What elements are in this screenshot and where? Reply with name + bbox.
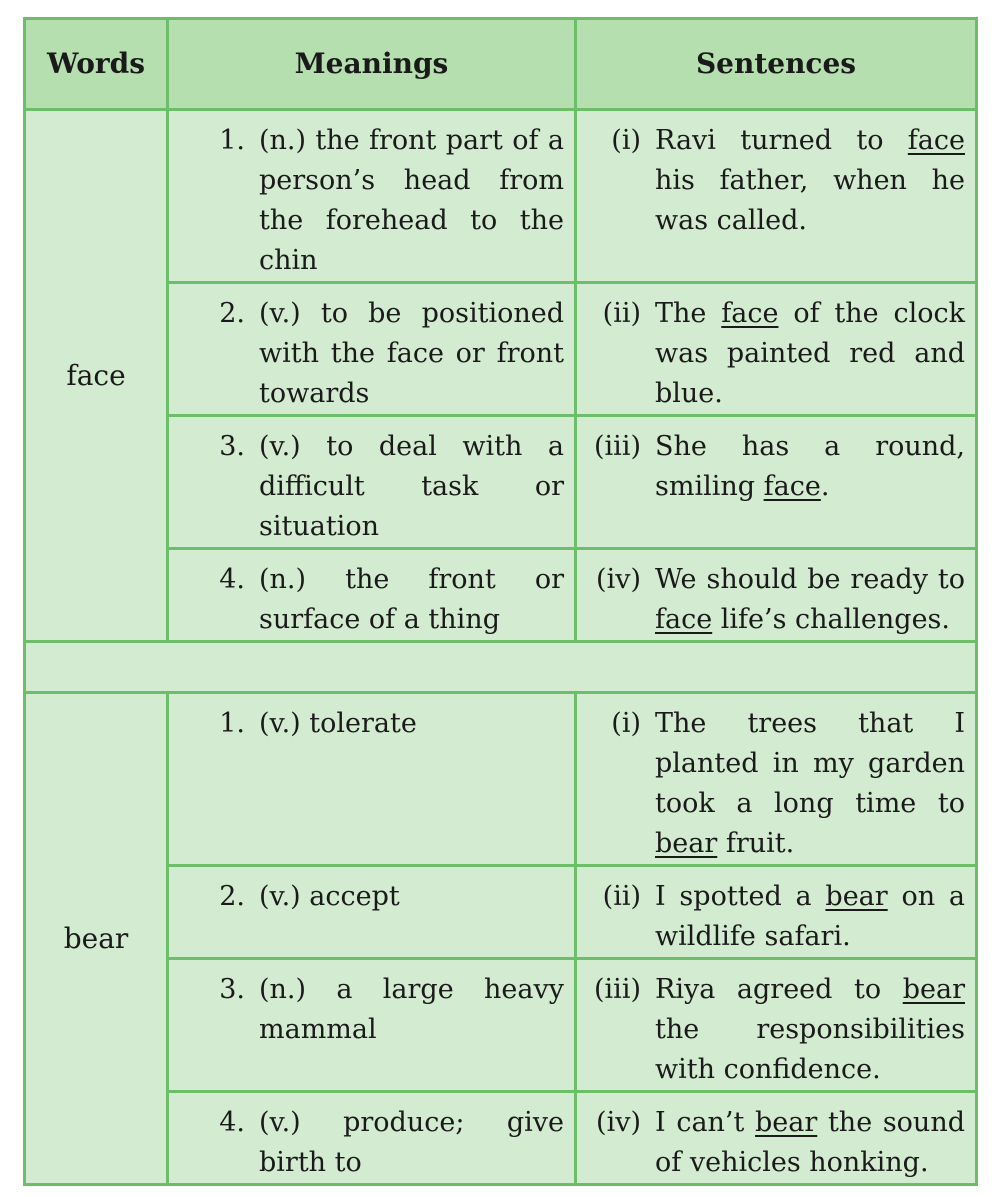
sentence-post: on a wildlife safari. bbox=[655, 881, 965, 952]
table-row bbox=[25, 959, 977, 1092]
header-row bbox=[25, 19, 977, 110]
meaning-cell bbox=[168, 959, 576, 1092]
sentence-keyword: bear bbox=[825, 881, 888, 912]
header-sentences: Sentences bbox=[576, 19, 977, 110]
sentence-number: (iv) bbox=[596, 1107, 641, 1138]
meaning-number: 3. bbox=[219, 974, 245, 1005]
meaning-text: (v.) to be positioned with the face or front towards bbox=[259, 298, 564, 409]
sentence-keyword: bear bbox=[755, 1107, 818, 1138]
table-row bbox=[25, 866, 977, 959]
sentence-keyword: face bbox=[655, 604, 713, 635]
sentence-text bbox=[655, 1103, 965, 1183]
meaning-text: (v.) tolerate bbox=[259, 708, 417, 739]
sentence-cell bbox=[576, 866, 977, 959]
sentence-text bbox=[655, 970, 965, 1090]
sentence-post: the responsibilities with confidence. bbox=[655, 1014, 965, 1085]
table-row bbox=[25, 283, 977, 416]
meaning-text: (v.) produce; give birth to bbox=[259, 1107, 564, 1178]
meaning-cell bbox=[168, 549, 576, 642]
meaning-number: 4. bbox=[219, 1107, 245, 1138]
sentence-cell bbox=[576, 110, 977, 283]
sentence-number: (i) bbox=[611, 125, 641, 156]
meaning-number: 3. bbox=[219, 431, 245, 462]
sentence-text bbox=[655, 294, 965, 414]
meaning-text: (n.) the front or surface of a thing bbox=[259, 564, 564, 635]
meaning-number: 2. bbox=[219, 881, 245, 912]
meaning-cell bbox=[168, 110, 576, 283]
meaning-cell bbox=[168, 866, 576, 959]
sentence-pre: Riya agreed to bbox=[655, 974, 903, 1005]
sentence-post: of the clock was painted red and blue. bbox=[655, 298, 965, 409]
sentence-text bbox=[655, 877, 965, 957]
sentence-pre: I spotted a bbox=[655, 881, 826, 912]
sentence-number: (iv) bbox=[596, 564, 641, 595]
sentence-keyword: bear bbox=[655, 828, 718, 859]
header-words: Words bbox=[25, 19, 168, 110]
table-row bbox=[25, 549, 977, 642]
sentence-pre: I can’t bbox=[655, 1107, 756, 1138]
sentence-text bbox=[655, 704, 965, 864]
meaning-text: (v.) to deal with a difficult task or situation bbox=[259, 431, 564, 542]
meaning-cell bbox=[168, 283, 576, 416]
sentence-number: (iii) bbox=[594, 974, 641, 1005]
sentence-post: the sound of vehicles honking. bbox=[655, 1107, 965, 1178]
table-row bbox=[25, 693, 977, 866]
meaning-cell bbox=[168, 693, 576, 866]
sentence-keyword: bear bbox=[902, 974, 965, 1005]
sentence-text bbox=[655, 560, 965, 640]
word-cell: face bbox=[25, 110, 168, 642]
meaning-cell bbox=[168, 416, 576, 549]
vocabulary-table bbox=[23, 17, 978, 1186]
sentence-number: (i) bbox=[611, 708, 641, 739]
word-cell: bear bbox=[25, 693, 168, 1185]
sentence-pre: Ravi turned to bbox=[655, 125, 908, 156]
sentence-post: fruit. bbox=[717, 828, 795, 859]
table-row bbox=[25, 110, 977, 283]
sentence-pre: The bbox=[655, 298, 722, 329]
sentence-number: (iii) bbox=[594, 431, 641, 462]
sentence-cell bbox=[576, 1092, 977, 1185]
meaning-text: (v.) accept bbox=[259, 881, 400, 912]
sentence-pre: She has a round, smiling bbox=[655, 431, 965, 502]
sentence-cell bbox=[576, 959, 977, 1092]
sentence-number: (ii) bbox=[602, 881, 641, 912]
header-meanings: Meanings bbox=[168, 19, 576, 110]
sentence-post: his father, when he was called. bbox=[655, 165, 965, 236]
sentence-post: . bbox=[820, 471, 830, 502]
meaning-cell bbox=[168, 1092, 576, 1185]
meaning-number: 1. bbox=[219, 708, 245, 739]
table-row bbox=[25, 416, 977, 549]
meaning-number: 4. bbox=[219, 564, 245, 595]
sentence-number: (ii) bbox=[602, 298, 641, 329]
sentence-keyword: face bbox=[907, 125, 965, 156]
meaning-text: (n.) the front part of a person’s head from the forehead to the chin bbox=[259, 125, 564, 276]
sentence-text bbox=[655, 427, 965, 507]
meaning-number: 1. bbox=[219, 125, 245, 156]
table-row bbox=[25, 1092, 977, 1185]
sentence-post: life’s challenges. bbox=[712, 604, 950, 635]
separator-cell bbox=[25, 642, 977, 693]
sentence-cell bbox=[576, 549, 977, 642]
sentence-cell bbox=[576, 283, 977, 416]
sentence-cell bbox=[576, 693, 977, 866]
sentence-pre: The trees that I planted in my garden took a long time to bbox=[655, 708, 965, 819]
sentence-keyword: face bbox=[721, 298, 779, 329]
sentence-pre: We should be ready to bbox=[655, 564, 965, 595]
meaning-number: 2. bbox=[219, 298, 245, 329]
sentence-keyword: face bbox=[763, 471, 821, 502]
sentence-text bbox=[655, 121, 965, 241]
group-separator bbox=[25, 642, 977, 693]
meaning-text: (n.) a large heavy mammal bbox=[259, 974, 564, 1045]
sentence-cell bbox=[576, 416, 977, 549]
